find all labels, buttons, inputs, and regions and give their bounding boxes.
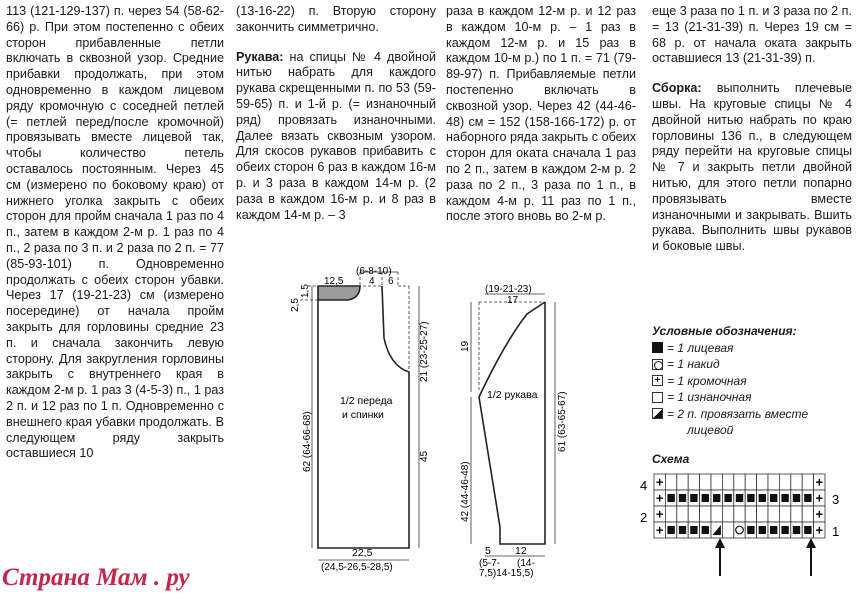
neck-depth-a: 2,5: [290, 298, 301, 312]
chart-cell: [688, 474, 699, 490]
sleeves-paragraph: [236, 50, 436, 224]
knit-stitch-icon: [736, 494, 743, 502]
knit-stitch-icon: [759, 526, 766, 534]
chart-cell: [757, 474, 768, 490]
knit-stitch-icon: [747, 526, 754, 534]
sleeve-outline: [479, 302, 545, 544]
chart-cell: [802, 506, 813, 522]
legend-item: [652, 406, 808, 423]
knit-stitch-icon: [781, 526, 788, 534]
knitting-chart: [636, 468, 846, 586]
knit-stitch-icon: [770, 526, 777, 534]
knit-stitch-icon: [667, 494, 674, 502]
row-number-4: 4: [640, 478, 648, 493]
row-number-2: 2: [640, 510, 648, 525]
chart-cell: [768, 474, 779, 490]
row-number-1: 1: [832, 524, 840, 539]
empty-square-icon: [652, 392, 663, 403]
edge-stitch-icon: +: [655, 506, 664, 522]
neckline: [318, 286, 360, 300]
neck-depth-b: 1,5: [300, 284, 311, 298]
edge-stitch-icon: +: [815, 490, 824, 506]
edge-stitch-icon: +: [815, 506, 824, 522]
knit-stitch-icon: [667, 526, 674, 534]
chart-cell: [779, 474, 790, 490]
legend-text: = 2 п. провязать вместе: [667, 406, 809, 421]
top-measure-a: 12,5: [324, 276, 344, 287]
knit-stitch-icon: [781, 494, 788, 502]
bottom-measure-sizes: (24,5-26,5-28,5): [321, 562, 393, 573]
legend-text: = 1 лицевая: [667, 340, 734, 355]
sleeve-bottom-a: 5: [485, 545, 491, 557]
circle-icon: [652, 359, 663, 370]
chart-cell: [734, 506, 745, 522]
chart-cell: [700, 474, 711, 490]
chart-cell: [722, 506, 733, 522]
schema-title: Схема: [652, 452, 690, 466]
sleeves-heading: Рукава:: [236, 49, 284, 64]
legend-item: [652, 356, 808, 373]
arrow-up-icon: [715, 538, 725, 548]
chart-cell: [779, 506, 790, 522]
assembly-heading: Сборка:: [652, 81, 702, 96]
top-measure-sizes: (6-8-10): [356, 266, 392, 277]
side-right-measure: 45: [419, 450, 430, 462]
armhole-measure: 21 (23-25-27): [419, 321, 430, 382]
knit-stitch-icon: [702, 526, 709, 534]
sleeve-cap-measure: 19: [460, 340, 471, 352]
paragraph: еще 3 раза по 1 п. и 3 раза по 2 п. = 13 (21-31-39) п. Через 19 см = 68 р. от начала оката закрыть оставшиеся 13 (21-31-39) п.: [652, 4, 852, 66]
knit-stitch-icon: [793, 494, 800, 502]
edge-stitch-icon: +: [815, 474, 824, 490]
legend-text: = 1 накид: [667, 357, 720, 371]
arrow-up-icon: [806, 538, 816, 548]
sleeve-bottom-b: 12: [515, 545, 527, 557]
chart-cell: [665, 474, 676, 490]
body-label-2: и спинки: [342, 409, 384, 421]
chart-cell: [722, 522, 733, 538]
sleeve-total-measure: 61 (63-65-67): [557, 391, 568, 452]
body-pattern-diagram: [280, 262, 430, 574]
chart-cell: [791, 474, 802, 490]
chart-cell: [757, 506, 768, 522]
chart-cell: [768, 506, 779, 522]
knit-stitch-icon: [724, 494, 731, 502]
chart-cell: [734, 474, 745, 490]
chart-cell: [745, 506, 756, 522]
body-label-1: 1/2 переда: [340, 395, 393, 407]
edge-stitch-icon: +: [655, 490, 664, 506]
edge-stitch-icon: +: [655, 474, 664, 490]
filled-square-icon: [652, 342, 663, 353]
text-column-2: [236, 4, 436, 223]
text-column-3: [446, 4, 636, 225]
chart-cell: [677, 474, 688, 490]
chart-cell: [665, 506, 676, 522]
paragraph: раза в каждом 12-м р. и 12 раз в каждом 10-м р. – 1 раз в каждом 12-м р. и 15 раз в каждом 10-м р.) по 1 п. = 71 (79-89-97) п. Прибавляемые петли постепенно включать в сквозной узор. Через 42 (44-46-48) см = 152 (158-166-172) р. от наборного ряда закрыть с обеих сторон для оката сначала 1 раз по 2 п., затем в каждом 2-м р. 2 раза по 2 п., 3 раза по 1 п., в каждом 4-м р. 11 раз по 1 п., после этого вновь во 2-м р.: [446, 4, 636, 224]
top-measure-b: 4: [369, 276, 375, 287]
legend-item: [652, 389, 808, 406]
top-measure-c: 6: [388, 276, 394, 287]
sleeve-label: 1/2 рукава: [487, 389, 538, 401]
edge-stitch-icon: +: [655, 522, 664, 538]
paragraph: (13-16-22) п. Вторую сторону закончить симметрично.: [236, 4, 436, 34]
chart-cell: [677, 506, 688, 522]
knit-stitch-icon: [702, 494, 709, 502]
knit-stitch-icon: [770, 494, 777, 502]
knit-stitch-icon: [759, 494, 766, 502]
knit-stitch-icon: [747, 494, 754, 502]
legend-item: [652, 422, 808, 439]
sleeve-bottom-sizes-a: (5-7-: [479, 558, 501, 569]
chart-cell: [791, 506, 802, 522]
plus-icon: +: [652, 375, 663, 386]
sleeve-length-measure: 42 (44-46-48): [460, 461, 471, 522]
chart-cell: [700, 506, 711, 522]
chart-cell: [711, 506, 722, 522]
sleeve-bottom-sizes-b: (14-: [517, 558, 535, 569]
side-left-measure: 62 (64-66-68): [302, 411, 313, 472]
row-number-3: 3: [832, 492, 840, 507]
chart-cell: [722, 474, 733, 490]
bottom-measure: 22,5: [352, 547, 373, 559]
sleeve-top-sizes: (19-21-23): [485, 284, 532, 295]
watermark-logo: Страна Мам . ру: [2, 564, 190, 591]
paragraph: 113 (121-129-137) п. через 54 (58-62-66) р. При этом постепенно с обеих сторон прибавленные петли включать в сквозной узор. Средние прибавки продолжать, при этом одновременно в каждом лицевом ряду кромочную с соседней петлей (= петлей перед/после кромочной) провязывать вместе лицевой так, чтобы количество петель оставалось постоянным. Через 45 см (измерено по боковому краю) от нижнего уголка закрыть с обеих сторон для пройм сначала 1 раз по 4 п., затем в каждом 2-м р. 1 раз по 4 п., 2 раза по 3 п. и 2 раза по 2 п. = 77 (85-93-101) п. Одновременно продолжать с обеих сторон убавки. Через 17 (19-21-23) см (измерено посередине) от начала пройм закрыть для горловины средние 23 п. и сначала закончить левую сторону. Для закругления горловины закрыть с внутреннего края в каждом 2-м р. 1 раз 3 (4-5-3) п., 1 раз 2 п. и 12 раз по 1 п. Одновременно с внешнего края убавки продолжать. В следующем ряду закрыть оставшиеся 10: [6, 4, 224, 461]
chart-cell: [711, 474, 722, 490]
legend-text: лицевой: [687, 423, 734, 437]
sleeve-pattern-diagram: [455, 282, 585, 578]
text-column-4: [652, 4, 852, 255]
assembly-paragraph: [652, 81, 852, 255]
triangle-icon: [652, 408, 663, 419]
assembly-text: выполнить плечевые швы. На круговые спицы № 4 двойной нитью набрать по краю горловины 136 п., в следующем ряду перейти на круговые спицы № 7 и закрыть петли двойной нитью, для этого петли попарно провязывать вместе изнаночными и закрывать. Вшить рукава. Выполнить швы рукавов и боковые швы.: [652, 81, 852, 254]
knit-stitch-icon: [713, 494, 720, 502]
legend: [652, 323, 808, 439]
knit-stitch-icon: [793, 526, 800, 534]
sleeve-top-value: 17: [507, 295, 519, 306]
edge-stitch-icon: +: [815, 522, 824, 538]
knit-stitch-icon: [679, 526, 686, 534]
knit-stitch-icon: [804, 526, 811, 534]
chart-cell: [745, 474, 756, 490]
knit-stitch-icon: [690, 494, 697, 502]
knit-stitch-icon: [690, 526, 697, 534]
chart-cell: [688, 506, 699, 522]
legend-item: [652, 340, 808, 357]
chart-cell: [802, 474, 813, 490]
legend-item: [652, 373, 808, 390]
legend-title: Условные обозначения:: [652, 324, 797, 338]
sleeves-text: на спицы № 4 двойной нитью набрать для каждого рукава скрещенными п. по 53 (59-59-65) п. и 1-й р. (= изнаночный ряд) провязать изнаночными. Далее вязать сквозным узором. Для скосов рукавов прибавить с обеих сторон 6 раз в каждом 16-м р. и 3 раза в каждом 14-м р. (2 раза в каждом 16-м р. и 8 раз в каждом 14-м р. – 3: [236, 49, 436, 222]
knit-stitch-icon: [679, 494, 686, 502]
legend-text: = 1 изнаночная: [667, 390, 752, 404]
sleeve-bottom-sizes-c: 7,5)14-15,5): [479, 568, 534, 578]
legend-text: = 1 кромочная: [667, 373, 747, 388]
text-column-1: [6, 4, 224, 462]
knit-stitch-icon: [804, 494, 811, 502]
